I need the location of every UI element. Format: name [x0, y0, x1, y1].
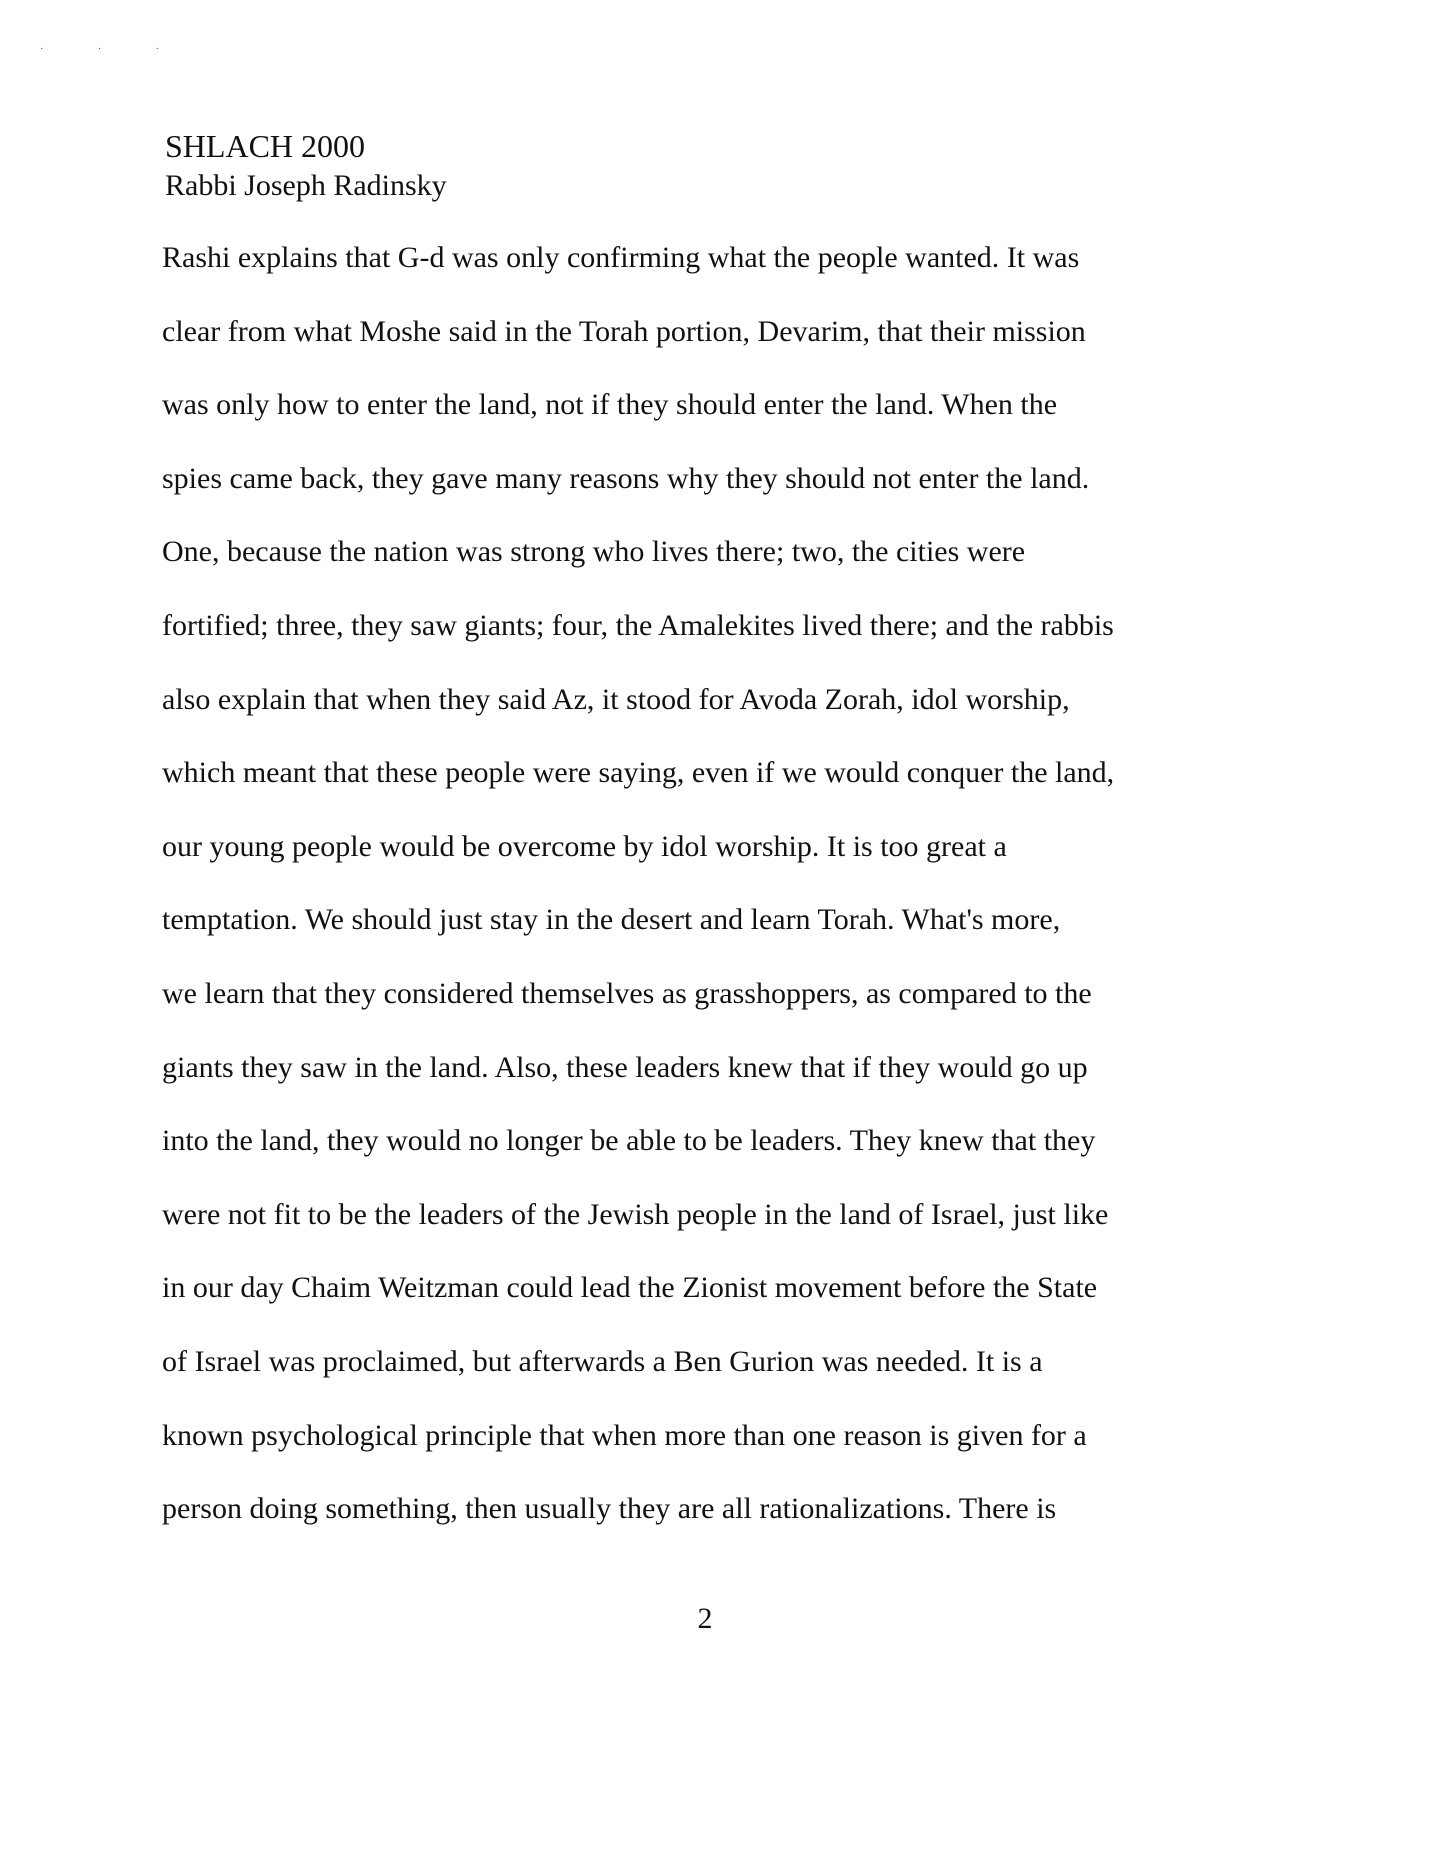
- body-line: our young people would be overcome by idol worship. It is too great a: [162, 829, 1007, 863]
- document-header: [165, 126, 447, 206]
- body-line: which meant that these people were saying, even if we would conquer the land,: [162, 756, 1115, 790]
- body-line: was only how to enter the land, not if they should enter the land. When the: [162, 388, 1058, 422]
- body-line: into the land, they would no longer be able to be leaders. They knew that they: [162, 1124, 1096, 1158]
- body-line: giants they saw in the land. Also, these leaders knew that if they would go up: [162, 1050, 1088, 1084]
- document-author: Rabbi Joseph Radinsky: [165, 169, 447, 202]
- body-line: person doing something, then usually they are all rationalizations. There is: [162, 1492, 1057, 1526]
- body-line: temptation. We should just stay in the desert and learn Torah. What's more,: [162, 903, 1061, 937]
- body-line: fortified; three, they saw giants; four, the Amalekites lived there; and the rabbis: [162, 608, 1114, 642]
- body-line: of Israel was proclaimed, but afterwards a Ben Gurion was needed. It is a: [162, 1344, 1043, 1378]
- body-line: also explain that when they said Az, it stood for Avoda Zorah, idol worship,: [162, 682, 1070, 716]
- body-line: Rashi explains that G-d was only confirming what the people wanted. It was: [162, 241, 1080, 274]
- document-title: SHLACH 2000: [165, 128, 366, 164]
- body-line: clear from what Moshe said in the Torah portion, Devarim, that their mission: [162, 314, 1086, 348]
- body-line: in our day Chaim Weitzman could lead the Zionist movement before the State: [162, 1271, 1098, 1305]
- scan-artifact-dots: · · ·: [40, 44, 185, 55]
- body-line: spies came back, they gave many reasons why they should not enter the land.: [162, 461, 1090, 495]
- body-line: known psychological principle that when more than one reason is given for a: [162, 1418, 1087, 1452]
- body-paragraph: [162, 238, 1292, 1563]
- page-number: 2: [697, 1602, 713, 1635]
- body-line: One, because the nation was strong who lives there; two, the cities were: [162, 535, 1026, 569]
- body-line: we learn that they considered themselves as grasshoppers, as compared to the: [162, 976, 1092, 1010]
- body-line: were not fit to be the leaders of the Jewish people in the land of Israel, just like: [162, 1197, 1109, 1231]
